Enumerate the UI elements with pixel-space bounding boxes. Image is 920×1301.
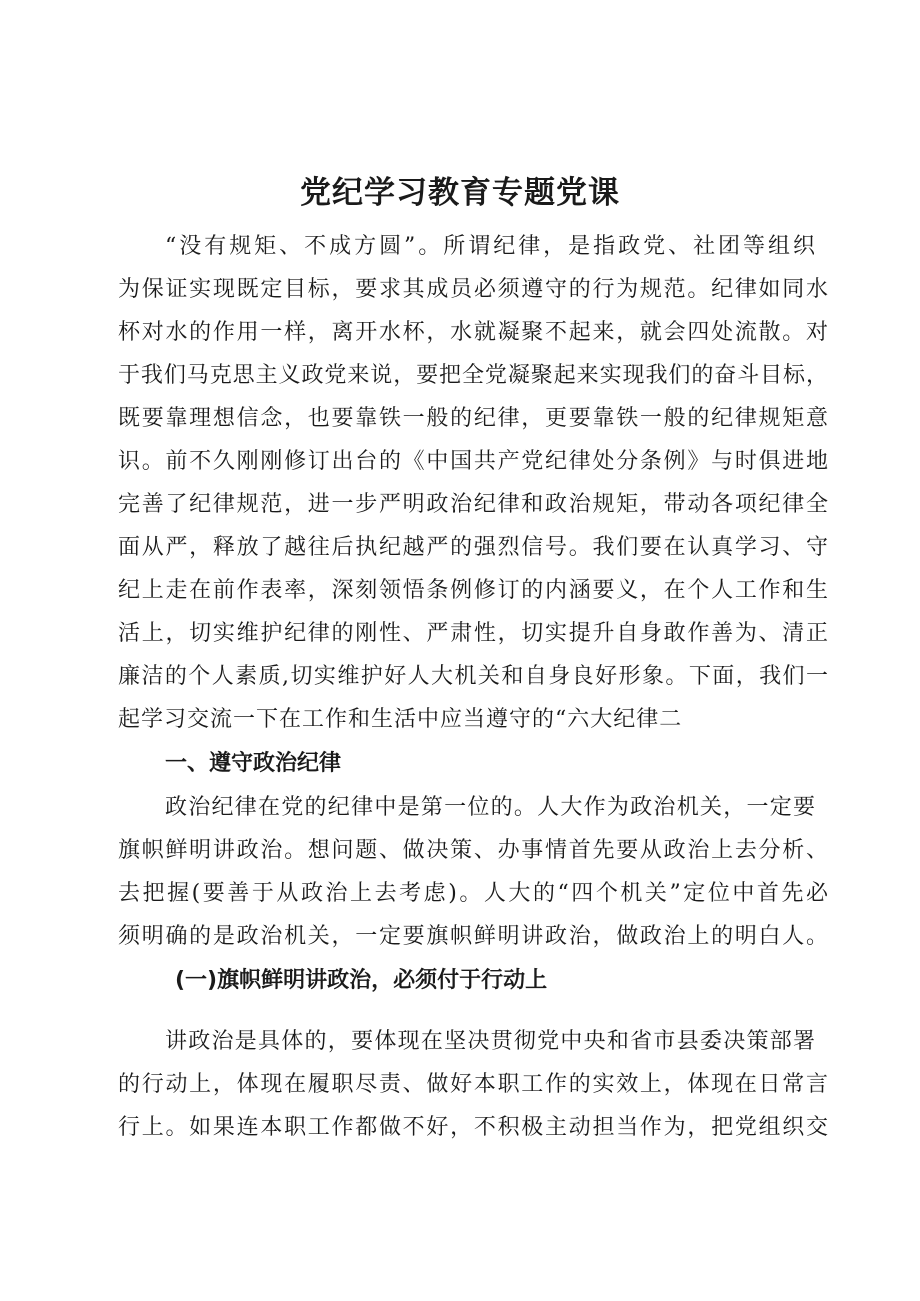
paragraph-line: 活上，切实维护纪律的刚性、严肃性，切实提升自身敢作善为、清正 [118,621,828,646]
paragraph-line: 的行动上，体现在履职尽责、做好本职工作的实效上，体现在日常言 [118,1072,828,1097]
paragraph-line: 起学习交流一下在工作和生活中应当遵守的“六大纪律二 [118,707,683,732]
paragraph-line: “没有规矩、不成方圆”。所谓纪律，是指政党、社团等组织 [165,234,815,259]
paragraph-line: 行上。如果连本职工作都做不好，不积极主动担当作为，把党组织交 [118,1115,828,1140]
paragraph-line: 旗帜鲜明讲政治。想问题、做决策、办事情首先要从政治上去分析、 [118,838,828,863]
paragraph-line: 识。前不久刚刚修订出台的《中国共产党纪律处分条例》与时俱进地 [118,449,828,474]
page-title: 党纪学习教育专题党课 [300,175,620,211]
paragraph-line: 于我们马克思主义政党来说，要把全党凝聚起来实现我们的奋斗目标， [118,363,828,388]
paragraph-line: 去把握(要善于从政治上去考虑)。人大的“四个机关”定位中首先必 [118,881,828,906]
paragraph-line: 讲政治是具体的，要体现在坚决贯彻党中央和省市县委决策部署 [165,1029,815,1054]
paragraph-line: 既要靠理想信念，也要靠铁一般的纪律，更要靠铁一般的纪律规矩意 [118,406,828,431]
paragraph-line: 面从严，释放了越往后执纪越严的强烈信号。我们要在认真学习、守 [118,535,828,560]
subsection-heading: (一)旗帜鲜明讲政治，必须付于行动上 [175,968,548,993]
paragraph-line: 须明确的是政治机关，一定要旗帜鲜明讲政治，做政治上的明白人。 [118,924,828,949]
paragraph-line: 政治纪律在党的纪律中是第一位的。人大作为政治机关，一定要 [165,795,815,820]
paragraph-line: 廉洁的个人素质,切实维护好人大机关和自身良好形象。下面，我们一 [118,664,828,689]
section-heading: 一、遵守政治纪律 [165,751,342,776]
paragraph-line: 完善了纪律规范，进一步严明政治纪律和政治规矩，带动各项纪律全 [118,492,828,517]
paragraph-line: 纪上走在前作表率，深刻领悟条例修订的内涵要义，在个人工作和生 [118,578,828,603]
paragraph-line: 杯对水的作用一样，离开水杯，水就凝聚不起来，就会四处流散。对 [118,320,828,345]
paragraph-line: 为保证实现既定目标，要求其成员必须遵守的行为规范。纪律如同水 [118,277,828,302]
